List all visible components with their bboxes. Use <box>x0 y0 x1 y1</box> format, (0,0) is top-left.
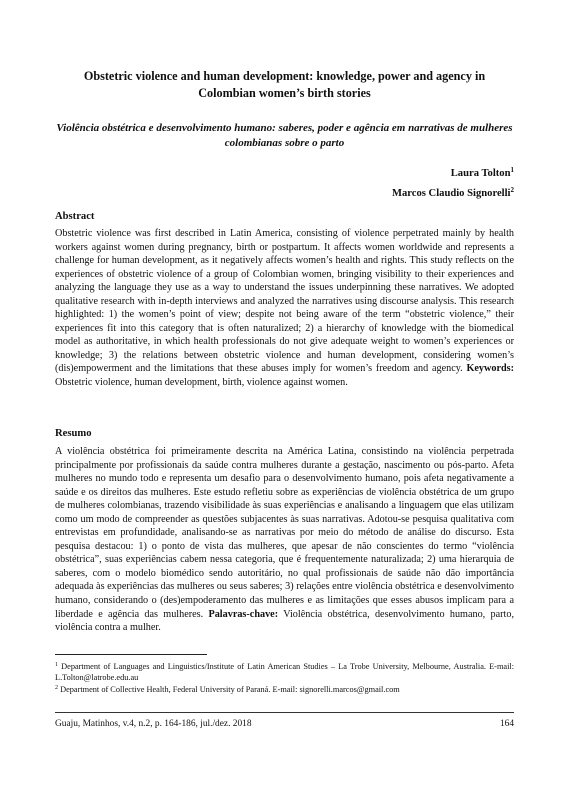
resumo-text <box>55 445 514 635</box>
keywords-value: Obstetric violence, human development, birth, violence against women. <box>55 377 348 389</box>
footnote-text: Department of Languages and Linguistics/Institute of Latin American Studies – La Trobe University, Melbourne, Australia. E-mail: L.Tolton@latrobe.edu.au <box>55 662 514 682</box>
resumo-heading: Resumo <box>55 428 92 439</box>
author <box>392 182 514 202</box>
paper-title: Obstetric violence and human development: knowledge, power and agency in Colombian women’s birth stories <box>83 69 486 100</box>
page-number: 164 <box>499 719 514 729</box>
footnote <box>55 660 514 683</box>
abstract-heading: Abstract <box>55 211 95 222</box>
author-list <box>392 162 514 202</box>
abstract-text <box>55 227 514 390</box>
footnote-text: Department of Collective Health, Federal University of Paraná. E-mail: signorelli.marcos@gmail.com <box>60 685 400 694</box>
author-footnote-mark[interactable]: 2 <box>510 186 514 194</box>
author-name: Laura Tolton <box>450 168 511 179</box>
author-footnote-mark[interactable]: 1 <box>510 166 514 174</box>
paper-subtitle: Violência obstétrica e desenvolvimento humano: saberes, poder e agência em narrativas de mulheres colombianas sobre o parto <box>56 122 513 149</box>
abstract-body: Obstetric violence was first described in Latin America, consisting of violence perpetrated mainly by health workers against women during pregnancy, birth or postpartum. It affects women worldwide and represents a challenge for human development, as it negatively affects women’s health and rights. This study reflects on the experiences of obstetric violence of a group of Colombian women, bringing visibility to their experiences and analyzing the language they use as a way to understand the issues underpinning these narratives. We adopted qualitative research with in-depth interviews and analyzed the narratives using discourse analysis. This research highlighted: 1) the women’s point of view; despite not being aware of the term “obstetric violence,” their experiences fit into this category that is often naturalized; 2) a hierarchy of knowledge with the biomedical model as authoritative, in which health professionals do not give adequate weight to women’s experiences or knowledge; 3) the relations between obstetric violence and human development, considering women’s (dis)empowerment and the limitations that these abuses imply for women’s freedom and agency. <box>55 228 514 375</box>
footnote-mark: 1 <box>55 662 58 668</box>
author-name: Marcos Claudio Signorelli <box>391 188 511 199</box>
footnote <box>55 683 514 695</box>
journal-citation: Guaju, Matinhos, v.4, n.2, p. 164-186, jul./dez. 2018 <box>55 719 252 729</box>
paper-page <box>55 0 514 800</box>
resumo-body: A violência obstétrica foi primeiramente descrita na América Latina, consistindo na violência perpetrada principalmente por profissionais da saúde contra mulheres durante a gestação, nascimento ou pós-parto. Afeta mulheres no mundo todo e representa um desafio para o desenvolvimento humano, pois afeta negativamente a saúde e os direitos das mulheres. Este estudo refletiu sobre as experiências de violência obstétrica de um grupo de mulheres colombianas, trazendo visibilidade às suas experiências e analisando a linguagem que elas utilizam como um modo de compreender as questões subjacentes às suas narrativas. Adotou-se pesquisa qualitativa com entrevistas em profundidade, analisando-se as narrativas por meio do método de análise do discurso. Esta pesquisa destacou: 1) o ponto de vista das mulheres, que apesar de não conscientes do termo “violência obstétrica”, suas experiências cabem nessa categoria, que é frequentemente naturalizada; 2) uma hierarquia de saberes, com o modelo biomédico sendo autoritário, no qual profissionais de saúde não dão importância adequada às experiências das mulheres ou seus saberes; 3) relações entre violência obstétrica e desenvolvimento humano, considerando o (des)empoderamento das mulheres e as limitações que esses abusos implicam para a liberdade e agência das mulheres. <box>55 446 514 620</box>
footnote-divider <box>55 654 207 655</box>
footer-divider <box>55 712 514 713</box>
author <box>392 162 514 182</box>
palavras-chave-value: Violência obstétrica, desenvolvimento humano, parto, violência contra a mulher. <box>55 608 514 634</box>
keywords-label: Keywords: <box>466 363 515 375</box>
footnotes <box>55 660 514 695</box>
palavras-chave-label: Palavras-chave: <box>208 608 279 620</box>
footnote-mark: 2 <box>55 685 58 691</box>
